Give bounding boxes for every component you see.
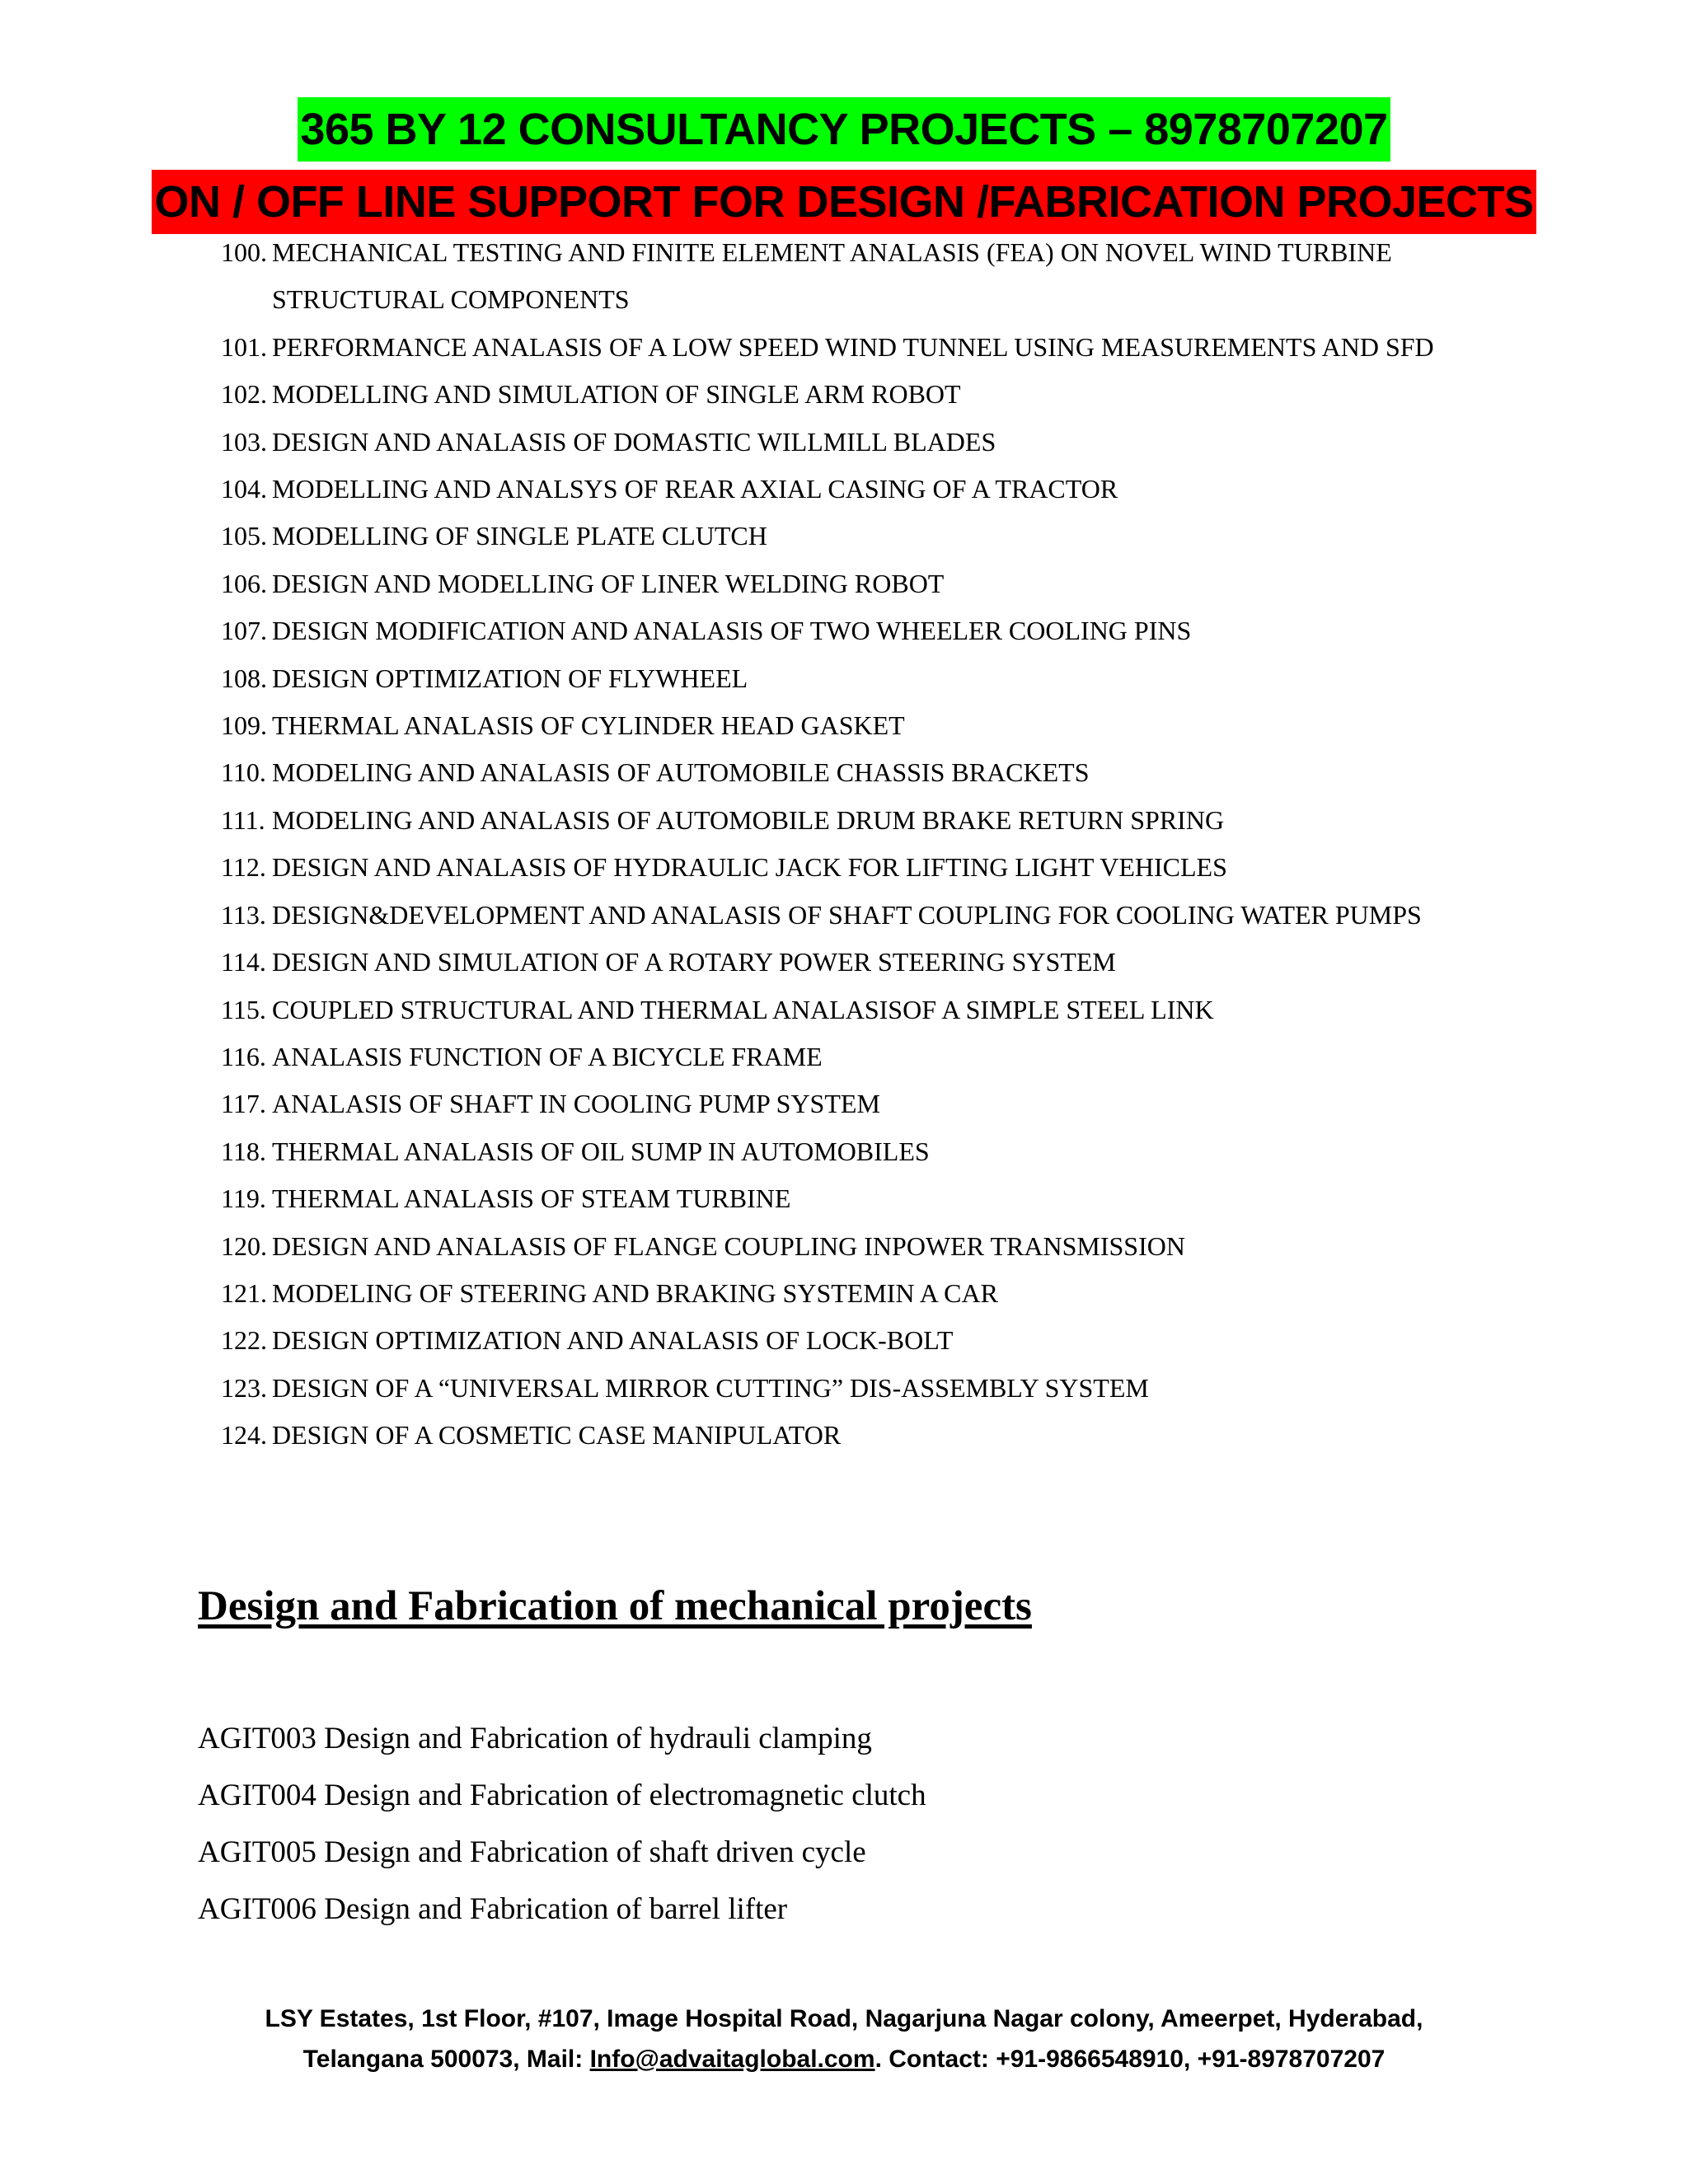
project-item bbox=[221, 892, 1507, 939]
project-number: 110. bbox=[221, 757, 266, 788]
project-number: 123. bbox=[221, 1372, 267, 1403]
project-item bbox=[221, 987, 1507, 1033]
project-item bbox=[221, 844, 1507, 891]
project-number: 116. bbox=[221, 1041, 266, 1071]
project-title: COUPLED STRUCTURAL AND THERMAL ANALASISOF A SIMPLE STEEL LINK bbox=[272, 994, 1214, 1024]
project-item bbox=[221, 797, 1507, 844]
project-number: 105. bbox=[221, 521, 267, 551]
project-title: THERMAL ANALASIS OF STEAM TURBINE bbox=[272, 1183, 791, 1214]
project-number: 115. bbox=[221, 994, 266, 1024]
footer-address: LSY Estates, 1st Floor, #107, Image Hospital Road, Nagarjuna Nagar colony, Ameerpet, Hyderabad, bbox=[265, 2005, 1423, 2032]
header-line-1 bbox=[0, 97, 1688, 162]
email-link[interactable]: Info@advaitaglobal.com bbox=[589, 2046, 875, 2073]
project-item bbox=[221, 560, 1507, 607]
project-number: 104. bbox=[221, 474, 267, 504]
project-title: MECHANICAL TESTING AND FINITE ELEMENT ANALASIS (FEA) ON NOVEL WIND TURBINE STRUCTURAL COMPONENTS bbox=[272, 237, 1392, 315]
project-title: DESIGN OF A “UNIVERSAL MIRROR CUTTING” DIS-ASSEMBLY SYSTEM bbox=[272, 1372, 1149, 1403]
project-item bbox=[221, 1223, 1507, 1270]
project-title: MODELING AND ANALASIS OF AUTOMOBILE DRUM BRAKE RETURN SPRING bbox=[272, 804, 1225, 835]
fabrication-item: AGIT006 Design and Fabrication of barrel lifter bbox=[198, 1892, 788, 1926]
header-title: 365 BY 12 CONSULTANCY PROJECTS – 8978707207 bbox=[298, 97, 1390, 162]
project-number: 121. bbox=[221, 1277, 267, 1308]
project-title: DESIGN AND ANALASIS OF HYDRAULIC JACK FOR LIFTING LIGHT VEHICLES bbox=[272, 852, 1227, 883]
project-title: DESIGN AND ANALASIS OF DOMASTIC WILLMILL BLADES bbox=[272, 426, 996, 457]
project-number: 109. bbox=[221, 710, 267, 741]
project-number: 100. bbox=[221, 237, 267, 267]
project-title: MODELLING OF SINGLE PLATE CLUTCH bbox=[272, 521, 767, 551]
project-number: 124. bbox=[221, 1420, 267, 1451]
project-number: 108. bbox=[221, 663, 267, 693]
project-number: 106. bbox=[221, 568, 267, 598]
project-number: 112. bbox=[221, 852, 266, 883]
project-title: DESIGN&DEVELOPMENT AND ANALASIS OF SHAFT COUPLING FOR COOLING WATER PUMPS bbox=[272, 899, 1422, 930]
project-number: 107. bbox=[221, 616, 267, 646]
project-item bbox=[221, 1033, 1507, 1080]
project-item bbox=[221, 1317, 1507, 1364]
project-title: DESIGN MODIFICATION AND ANALASIS OF TWO WHEELER COOLING PINS bbox=[272, 616, 1192, 646]
project-item bbox=[221, 702, 1507, 749]
project-item bbox=[221, 371, 1507, 418]
project-title: THERMAL ANALASIS OF OIL SUMP IN AUTOMOBILES bbox=[272, 1136, 930, 1166]
fabrication-item: AGIT003 Design and Fabrication of hydrauli clamping bbox=[198, 1722, 872, 1755]
header-line-2 bbox=[0, 170, 1688, 234]
footer-contact bbox=[0, 2039, 1688, 2079]
project-item bbox=[221, 1080, 1507, 1127]
project-item bbox=[221, 419, 1507, 466]
project-title: MODELLING AND SIMULATION OF SINGLE ARM ROBOT bbox=[272, 379, 961, 410]
project-item bbox=[221, 607, 1507, 654]
project-number: 118. bbox=[221, 1136, 266, 1166]
footer bbox=[0, 1999, 1688, 2079]
project-list bbox=[221, 229, 1507, 1460]
project-number: 120. bbox=[221, 1230, 267, 1261]
header-subtitle: ON / OFF LINE SUPPORT FOR DESIGN /FABRICATION PROJECTS bbox=[152, 170, 1536, 234]
fabrication-list bbox=[198, 1710, 926, 1938]
project-item bbox=[221, 1128, 1507, 1175]
project-title: MODELING AND ANALASIS OF AUTOMOBILE CHASSIS BRACKETS bbox=[272, 757, 1090, 788]
project-number: 122. bbox=[221, 1325, 267, 1356]
project-number: 113. bbox=[221, 899, 266, 930]
project-item bbox=[221, 749, 1507, 796]
project-number: 103. bbox=[221, 426, 267, 457]
fabrication-item: AGIT005 Design and Fabrication of shaft driven cycle bbox=[198, 1835, 866, 1869]
project-title: THERMAL ANALASIS OF CYLINDER HEAD GASKET bbox=[272, 710, 905, 741]
project-title: ANALASIS FUNCTION OF A BICYCLE FRAME bbox=[272, 1041, 823, 1071]
project-item bbox=[221, 466, 1507, 513]
project-item bbox=[221, 1175, 1507, 1222]
project-title: DESIGN OPTIMIZATION OF FLYWHEEL bbox=[272, 663, 748, 693]
section-title: Design and Fabrication of mechanical projects bbox=[198, 1583, 1032, 1629]
project-item bbox=[221, 655, 1507, 702]
project-item bbox=[221, 229, 1507, 324]
project-item bbox=[221, 1412, 1507, 1459]
project-title: DESIGN AND MODELLING OF LINER WELDING ROBOT bbox=[272, 568, 945, 598]
project-number: 101. bbox=[221, 331, 267, 362]
project-item bbox=[221, 1365, 1507, 1412]
project-number: 114. bbox=[221, 947, 266, 977]
footer-contact-prefix: Telangana 500073, Mail: bbox=[302, 2046, 590, 2073]
project-title: DESIGN OPTIMIZATION AND ANALASIS OF LOCK-BOLT bbox=[272, 1325, 954, 1356]
footer-contact-suffix: . Contact: +91-9866548910, +91-8978707207 bbox=[874, 2046, 1386, 2073]
project-number: 117. bbox=[221, 1089, 266, 1119]
project-number: 119. bbox=[221, 1183, 266, 1214]
fabrication-item: AGIT004 Design and Fabrication of electromagnetic clutch bbox=[198, 1779, 926, 1812]
project-title: MODELLING AND ANALSYS OF REAR AXIAL CASING OF A TRACTOR bbox=[272, 474, 1118, 504]
project-title: DESIGN AND SIMULATION OF A ROTARY POWER STEERING SYSTEM bbox=[272, 947, 1116, 977]
project-item bbox=[221, 1270, 1507, 1317]
project-item bbox=[221, 939, 1507, 986]
project-title: DESIGN AND ANALASIS OF FLANGE COUPLING INPOWER TRANSMISSION bbox=[272, 1230, 1185, 1261]
project-title: MODELING OF STEERING AND BRAKING SYSTEMIN A CAR bbox=[272, 1277, 998, 1308]
project-item bbox=[221, 324, 1507, 371]
project-title: PERFORMANCE ANALASIS OF A LOW SPEED WIND TUNNEL USING MEASUREMENTS AND SFD bbox=[272, 331, 1434, 362]
project-title: ANALASIS OF SHAFT IN COOLING PUMP SYSTEM bbox=[272, 1089, 880, 1119]
project-number: 102. bbox=[221, 379, 267, 410]
project-title: DESIGN OF A COSMETIC CASE MANIPULATOR bbox=[272, 1420, 842, 1451]
project-item bbox=[221, 513, 1507, 560]
project-number: 111. bbox=[221, 804, 265, 835]
